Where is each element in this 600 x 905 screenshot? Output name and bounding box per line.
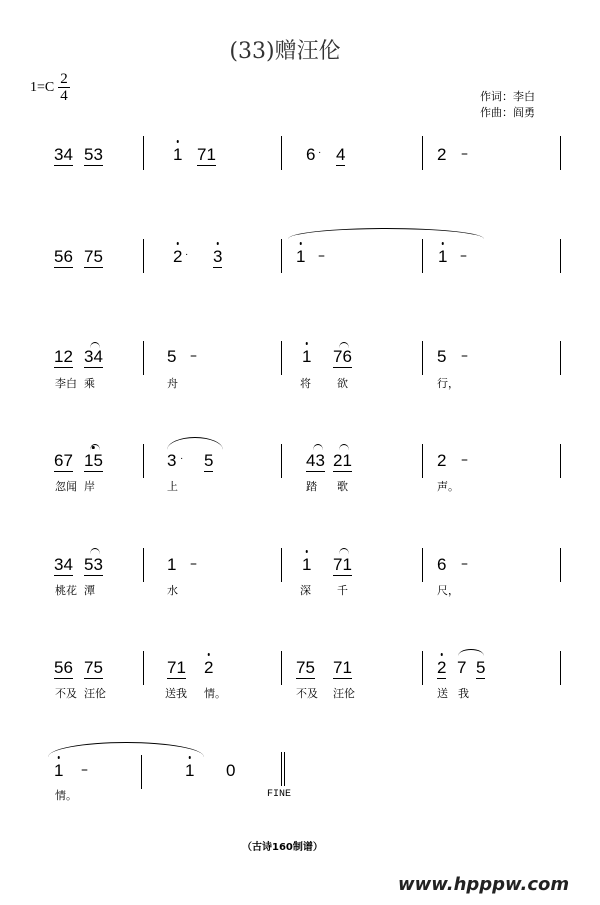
barline	[560, 136, 561, 170]
note: 1	[302, 556, 311, 574]
note-group: 43	[306, 451, 325, 470]
lyric: 尺，	[437, 584, 459, 597]
dash: –	[190, 348, 197, 364]
note-group: 34	[54, 555, 73, 574]
lyric: 送我	[165, 687, 187, 700]
note: 5	[204, 451, 214, 470]
lyric: 桃花	[55, 584, 77, 597]
note-group: 15	[84, 452, 103, 472]
barline	[143, 548, 144, 582]
lyric: 我	[458, 687, 469, 700]
lyric: 不及	[296, 687, 318, 700]
fine-mark: FINE	[267, 789, 292, 800]
note: 5	[437, 347, 447, 366]
barline	[281, 239, 282, 273]
lyricist: 作词：李白	[480, 90, 535, 103]
note-group: 67	[54, 451, 73, 470]
time-signature	[58, 72, 70, 103]
note: 5	[167, 347, 177, 366]
tie-arc	[48, 742, 204, 757]
lyric: 舟	[167, 377, 178, 390]
arranger-credit: （古诗160制谱）	[242, 842, 323, 853]
barline	[143, 239, 144, 273]
time-sig-top: 2	[60, 71, 68, 87]
barline	[281, 651, 282, 685]
note: 6	[306, 145, 316, 164]
barline	[143, 444, 144, 478]
note-group: 56	[54, 247, 73, 266]
lyric: 汪伦	[84, 687, 106, 700]
lyric: 声。	[437, 480, 459, 493]
note: 1	[438, 248, 447, 266]
note: 1	[296, 248, 305, 266]
lyric: 千	[337, 584, 348, 597]
barline	[422, 548, 423, 582]
barline	[422, 444, 423, 478]
dash: –	[190, 556, 197, 572]
barline	[141, 755, 142, 789]
note: 2	[437, 145, 447, 164]
barline	[560, 651, 561, 685]
dash: –	[318, 248, 325, 264]
barline	[422, 651, 423, 685]
lyric: 上	[167, 480, 178, 493]
barline	[560, 444, 561, 478]
lyric: 歌	[337, 480, 348, 493]
lyric: 深	[300, 584, 311, 597]
watermark: www.hpppw.com	[398, 874, 570, 895]
note: 2	[437, 659, 446, 679]
lyric: 潭	[84, 584, 95, 597]
note: 3	[167, 451, 177, 470]
note-group: 75	[296, 658, 315, 677]
barline	[560, 239, 561, 273]
rest: 0	[226, 761, 236, 780]
slur-arc	[90, 548, 100, 554]
note: 5	[476, 658, 486, 677]
note-group: 53	[84, 145, 103, 164]
note-group: 71	[197, 145, 216, 164]
lyric: 情。	[55, 789, 77, 802]
lyric: 水	[167, 584, 178, 597]
note: 4	[336, 145, 346, 164]
note-group: 56	[54, 658, 73, 677]
lyric: 忽闻	[55, 480, 77, 493]
slur-arc	[339, 444, 349, 450]
slur-arc	[458, 649, 484, 656]
dash: –	[461, 556, 468, 572]
lyric: 乘	[84, 377, 95, 390]
note: 1	[185, 762, 194, 780]
barline	[422, 341, 423, 375]
note: 7	[457, 658, 467, 677]
lyric: 送	[437, 687, 448, 700]
slur-arc	[339, 548, 349, 554]
tie-arc	[288, 228, 484, 239]
lyric: 行，	[437, 377, 459, 390]
key-signature: 1=C	[30, 80, 55, 95]
high-octave-dot	[176, 140, 179, 143]
lyric: 不及	[55, 687, 77, 700]
final-barline	[281, 752, 282, 786]
note: 2	[173, 248, 182, 266]
barline	[143, 651, 144, 685]
barline	[281, 444, 282, 478]
dash: –	[461, 452, 468, 468]
note-group: 71	[167, 658, 186, 677]
dash: –	[461, 348, 468, 364]
lyric: 情。	[204, 687, 226, 700]
lyric: 踏	[306, 480, 317, 493]
dot-augment: ·	[185, 249, 189, 260]
barline	[281, 136, 282, 170]
final-barline	[284, 752, 285, 786]
note: 1	[54, 762, 63, 780]
lyric: 汪伦	[333, 687, 355, 700]
note-group: 34	[54, 145, 73, 164]
note: 2	[437, 451, 447, 470]
barline	[143, 136, 144, 170]
dot-augment: ·	[180, 453, 184, 464]
dash: –	[81, 762, 88, 778]
note-group: 75	[84, 247, 103, 266]
barline	[281, 548, 282, 582]
note-group: 21	[333, 451, 352, 470]
dash: –	[461, 146, 468, 162]
note: 6	[437, 555, 447, 574]
barline	[281, 341, 282, 375]
slur-arc	[313, 444, 323, 450]
composer: 作曲：阎勇	[480, 106, 535, 119]
note: 1	[167, 555, 177, 574]
slur-arc	[167, 437, 223, 450]
time-sig-bottom: 4	[60, 88, 68, 104]
dash: –	[460, 248, 467, 264]
note: 1	[173, 146, 182, 164]
note-group: 53	[84, 555, 103, 574]
note-group: 12	[54, 347, 73, 366]
barline	[422, 239, 423, 273]
barline	[143, 341, 144, 375]
note-group: 76	[333, 347, 352, 366]
lyric: 将	[300, 377, 311, 390]
note-group: 71	[333, 555, 352, 574]
note: 3	[213, 248, 222, 268]
barline	[422, 136, 423, 170]
note-group: 71	[333, 658, 352, 677]
note-group: 75	[84, 658, 103, 677]
barline	[560, 341, 561, 375]
note: 1	[302, 348, 311, 366]
song-title: (33)赠汪伦	[229, 39, 341, 64]
lyric: 李白	[55, 377, 77, 390]
lyric: 岸	[84, 480, 95, 493]
lyric: 欲	[337, 377, 348, 390]
note-group: 34	[84, 347, 103, 366]
dot-augment: ·	[318, 147, 322, 158]
barline	[560, 548, 561, 582]
note: 2	[204, 659, 213, 677]
